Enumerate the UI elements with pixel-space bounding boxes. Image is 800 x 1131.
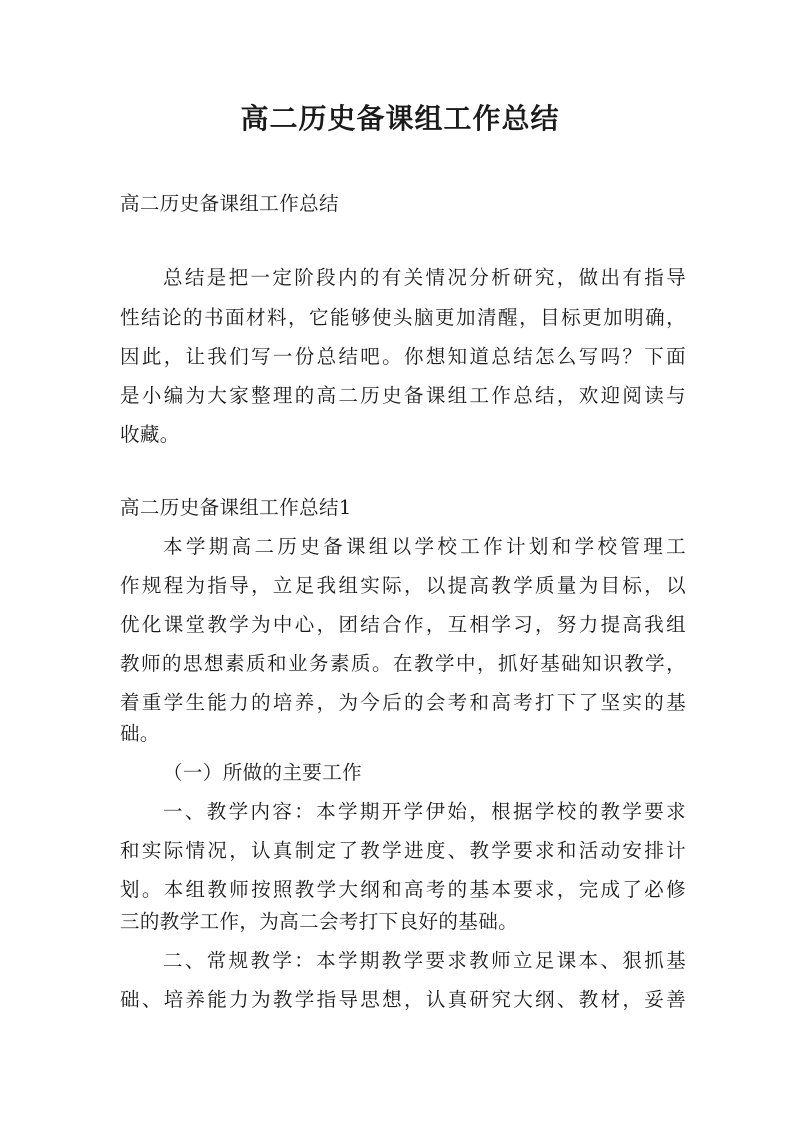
item-line: 二、常规教学：本学期教学要求教师立足课本、狠抓基 xyxy=(163,949,686,972)
section-line: 作规程为指导，立足我组实际，以提高教学质量为目标，以 xyxy=(120,574,686,597)
item-line: 三的教学工作，为高二会考打下良好的基础。 xyxy=(120,910,519,933)
section-line: 础。 xyxy=(120,722,160,745)
subheading: （一）所做的主要工作 xyxy=(163,761,363,784)
item-line: 划。本组教师按照教学大纲和高考的基本要求，完成了必修 xyxy=(120,878,686,901)
intro-line: 因此，让我们写一份总结吧。你想知道总结怎么写吗？下面 xyxy=(120,345,686,368)
intro-line: 收藏。 xyxy=(120,423,180,446)
section-line: 本学期高二历史备课组以学校工作计划和学校管理工 xyxy=(163,535,686,558)
document-subtitle: 高二历史备课组工作总结 xyxy=(120,192,339,215)
item-line: 和实际情况，认真制定了教学进度、教学要求和活动安排计 xyxy=(120,839,686,862)
intro-line: 总结是把一定阶段内的有关情况分析研究，做出有指导 xyxy=(163,266,686,289)
item-line: 础、培养能力为教学指导思想，认真研究大纲、教材，妥善 xyxy=(120,988,686,1011)
section-line: 教师的思想素质和业务素质。在教学中，抓好基础知识教学， xyxy=(120,652,686,675)
section-heading: 高二历史备课组工作总结1 xyxy=(120,496,352,519)
item-line: 一、教学内容：本学期开学伊始，根据学校的教学要求 xyxy=(163,800,686,823)
section-line: 着重学生能力的培养，为今后的会考和高考打下了坚实的基 xyxy=(120,691,686,714)
document-title: 高二历史备课组工作总结 xyxy=(240,102,560,135)
intro-line: 是小编为大家整理的高二历史备课组工作总结，欢迎阅读与 xyxy=(120,384,686,407)
section-line: 优化课堂教学为中心，团结合作，互相学习，努力提高我组 xyxy=(120,613,686,636)
intro-line: 性结论的书面材料，它能够使头脑更加清醒，目标更加明确， xyxy=(120,306,686,329)
